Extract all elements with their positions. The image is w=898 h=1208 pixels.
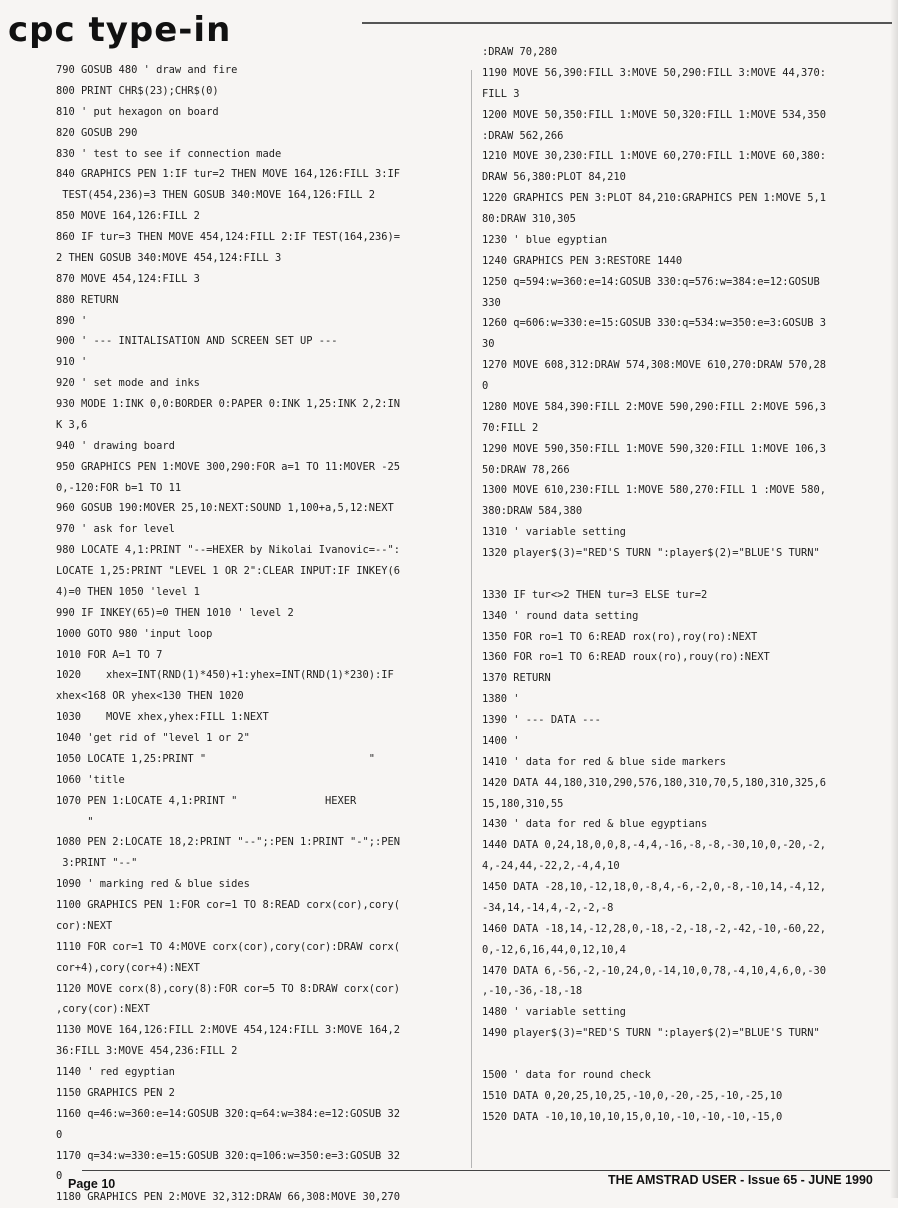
- code-line: 1100 GRAPHICS PEN 1:FOR cor=1 TO 8:READ corx(cor),cory(: [56, 899, 401, 911]
- code-line: 0: [482, 380, 489, 392]
- code-line: 860 IF tur=3 THEN MOVE 454,124:FILL 2:IF TEST(164,236)=: [56, 231, 401, 243]
- code-line: 1480 ' variable setting: [482, 1006, 626, 1019]
- code-line: 890 ': [56, 314, 88, 327]
- page-number: Page 10: [68, 1177, 116, 1191]
- code-line: 70:FILL 2: [482, 421, 539, 434]
- code-line: 2 THEN GOSUB 340:MOVE 454,124:FILL 3: [56, 251, 282, 264]
- code-line: 1250 q=594:w=360:e=14:GOSUB 330:q=576:w=384:e=12:GOSUB: [482, 275, 820, 288]
- code-line: 1090 ' marking red & blue sides: [56, 878, 250, 891]
- code-line: DRAW 56,380:PLOT 84,210: [482, 171, 626, 184]
- code-line: 1500 ' data for round check: [482, 1068, 651, 1081]
- code-line: 1240 GRAPHICS PEN 3:RESTORE 1440: [482, 254, 683, 267]
- code-line: 1330 IF tur<>2 THEN tur=3 ELSE tur=2: [482, 588, 708, 601]
- code-line: 1180 GRAPHICS PEN 2:MOVE 32,312:DRAW 66,308:MOVE 30,270: [56, 1191, 401, 1204]
- code-line: 1430 ' data for red & blue egyptians: [482, 818, 708, 831]
- code-line: 1340 ' round data setting: [482, 609, 639, 622]
- code-line: ,-10,-36,-18,-18: [482, 985, 583, 998]
- code-line: 1030 MOVE xhex,yhex:FILL 1:NEXT: [56, 711, 269, 724]
- code-line: 1420 DATA 44,180,310,290,576,180,310,70,5,180,310,325,6: [482, 776, 827, 789]
- code-line: 1440 DATA 0,24,18,0,0,8,-4,4,-16,-8,-8,-30,10,0,-20,-2,: [482, 839, 827, 852]
- footer-rule: [82, 1170, 890, 1171]
- header-rule: [362, 22, 892, 24]
- code-line: cor+4),cory(cor+4):NEXT: [56, 961, 200, 974]
- code-line: 1510 DATA 0,20,25,10,25,-10,0,-20,-25,-10,-25,10: [482, 1089, 783, 1102]
- code-line: 1450 DATA -28,10,-12,18,0,-8,4,-6,-2,0,-8,-10,14,-4,12,: [482, 881, 827, 893]
- code-line: 1080 PEN 2:LOCATE 18,2:PRINT "--";:PEN 1:PRINT "-";:PEN: [56, 836, 401, 849]
- code-line: 1210 MOVE 30,230:FILL 1:MOVE 60,270:FILL 1:MOVE 60,380:: [482, 150, 827, 163]
- code-line: 1130 MOVE 164,126:FILL 2:MOVE 454,124:FILL 3:MOVE 164,2: [56, 1024, 401, 1037]
- code-line: 1410 ' data for red & blue side markers: [482, 755, 726, 768]
- code-line: 1350 FOR ro=1 TO 6:READ rox(ro),roy(ro):NEXT: [482, 630, 758, 643]
- code-line: 1190 MOVE 56,390:FILL 3:MOVE 50,290:FILL 3:MOVE 44,370:: [482, 66, 827, 79]
- code-line: 1460 DATA -18,14,-12,28,0,-18,-2,-18,-2,-42,-10,-60,22,: [482, 922, 827, 935]
- issue-credit: THE AMSTRAD USER - Issue 65 - JUNE 1990: [608, 1173, 873, 1187]
- code-line: [482, 1044, 888, 1065]
- code-line: 820 GOSUB 290: [56, 126, 138, 139]
- code-line: 1010 FOR A=1 TO 7: [56, 648, 163, 661]
- code-line: 1040 'get rid of "level 1 or 2": [56, 732, 250, 744]
- code-line: 1110 FOR cor=1 TO 4:MOVE corx(cor),cory(cor):DRAW corx(: [56, 940, 401, 953]
- code-line: 1370 RETURN: [482, 672, 551, 685]
- code-line: 0,-12,6,16,44,0,12,10,4: [482, 943, 626, 956]
- code-line: 1300 MOVE 610,230:FILL 1:MOVE 580,270:FILL 1 :MOVE 580,: [482, 484, 827, 497]
- code-line: 1270 MOVE 608,312:DRAW 574,308:MOVE 610,270:DRAW 570,28: [482, 359, 827, 372]
- code-line: 1160 q=46:w=360:e=14:GOSUB 320:q=64:w=384:e=12:GOSUB 32: [56, 1107, 401, 1120]
- code-line: xhex<168 OR yhex<130 THEN 1020: [56, 690, 244, 703]
- code-line: 1260 q=606:w=330:e=15:GOSUB 330:q=534:w=350:e=3:GOSUB 3: [482, 317, 827, 330]
- code-line: 840 GRAPHICS PEN 1:IF tur=2 THEN MOVE 164,126:FILL 3:IF: [56, 168, 401, 181]
- code-line: 990 IF INKEY(65)=0 THEN 1010 ' level 2: [56, 606, 294, 619]
- code-line: 920 ' set mode and inks: [56, 377, 200, 390]
- code-line: 930 MODE 1:INK 0,0:BORDER 0:PAPER 0:INK 1,25:INK 2,2:IN: [56, 398, 401, 410]
- code-line: 1470 DATA 6,-56,-2,-10,24,0,-14,10,0,78,-4,10,4,6,0,-30: [482, 964, 827, 977]
- code-line: 4,-24,44,-22,2,-4,4,10: [482, 860, 620, 873]
- code-line: 1320 player$(3)="RED'S TURN ":player$(2)="BLUE'S TURN": [482, 547, 820, 559]
- code-line: 1120 MOVE corx(8),cory(8):FOR cor=5 TO 8:DRAW corx(cor): [56, 982, 401, 995]
- code-line: 900 ' --- INITALISATION AND SCREEN SET UP ---: [56, 335, 338, 348]
- code-line: [482, 564, 888, 585]
- code-line: :DRAW 562,266: [482, 129, 564, 142]
- code-line: 1020 xhex=INT(RND(1)*450)+1:yhex=INT(RND(1)*230):IF: [56, 669, 394, 682]
- code-line: 1050 LOCATE 1,25:PRINT " ": [56, 752, 376, 765]
- listing-right-column: [482, 42, 888, 1128]
- code-line: LOCATE 1,25:PRINT "LEVEL 1 OR 2":CLEAR INPUT:IF INKEY(6: [56, 565, 401, 577]
- code-line: 36:FILL 3:MOVE 454,236:FILL 2: [56, 1045, 238, 1058]
- code-line: 1150 GRAPHICS PEN 2: [56, 1086, 175, 1099]
- code-line: 790 GOSUB 480 ' draw and fire: [56, 64, 238, 76]
- code-line: 1400 ': [482, 734, 520, 747]
- code-line: 330: [482, 296, 501, 309]
- code-line: -34,14,-14,4,-2,-2,-8: [482, 901, 614, 914]
- listing-left-column: [56, 60, 464, 1208]
- code-line: 910 ': [56, 356, 88, 369]
- code-line: 810 ' put hexagon on board: [56, 105, 219, 118]
- code-line: 1000 GOTO 980 'input loop: [56, 627, 213, 640]
- code-line: 1280 MOVE 584,390:FILL 2:MOVE 590,290:FILL 2:MOVE 596,3: [482, 400, 827, 413]
- code-line: FILL 3: [482, 87, 520, 100]
- code-line: 380:DRAW 584,380: [482, 505, 583, 518]
- code-line: :DRAW 70,280: [482, 46, 558, 58]
- code-line: 0: [56, 1128, 63, 1141]
- code-line: 1060 'title: [56, 773, 125, 786]
- code-line: 1520 DATA -10,10,10,10,15,0,10,-10,-10,-10,-15,0: [482, 1110, 783, 1123]
- code-line: 15,180,310,55: [482, 797, 564, 810]
- code-line: 1200 MOVE 50,350:FILL 1:MOVE 50,320:FILL 1:MOVE 534,350: [482, 108, 827, 121]
- code-line: 870 MOVE 454,124:FILL 3: [56, 272, 200, 285]
- page-edge-shadow: [890, 0, 898, 1198]
- code-line: 1140 ' red egyptian: [56, 1066, 175, 1078]
- code-line: 1490 player$(3)="RED'S TURN ":player$(2)="BLUE'S TURN": [482, 1027, 820, 1040]
- code-line: 880 RETURN: [56, 293, 119, 306]
- code-line: 0,-120:FOR b=1 TO 11: [56, 481, 182, 494]
- code-line: 1070 PEN 1:LOCATE 4,1:PRINT " HEXER: [56, 794, 357, 807]
- code-line: 1170 q=34:w=330:e=15:GOSUB 320:q=106:w=350:e=3:GOSUB 32: [56, 1149, 401, 1162]
- code-line: 1220 GRAPHICS PEN 3:PLOT 84,210:GRAPHICS PEN 1:MOVE 5,1: [482, 192, 827, 205]
- code-line: 30: [482, 338, 495, 351]
- code-line: 850 MOVE 164,126:FILL 2: [56, 210, 200, 223]
- code-line: 50:DRAW 78,266: [482, 463, 570, 476]
- code-line: 800 PRINT CHR$(23);CHR$(0): [56, 84, 219, 97]
- column-divider: [471, 70, 472, 1168]
- code-line: 1290 MOVE 590,350:FILL 1:MOVE 590,320:FILL 1:MOVE 106,3: [482, 442, 827, 455]
- page-header-title: cpc type-in: [8, 10, 232, 50]
- code-line: 970 ' ask for level: [56, 523, 175, 536]
- code-line: 1230 ' blue egyptian: [482, 233, 608, 246]
- code-line: 1360 FOR ro=1 TO 6:READ roux(ro),rouy(ro):NEXT: [482, 651, 770, 664]
- code-line: 950 GRAPHICS PEN 1:MOVE 300,290:FOR a=1 TO 11:MOVER -25: [56, 460, 401, 473]
- code-line: K 3,6: [56, 418, 88, 431]
- code-line: cor):NEXT: [56, 919, 113, 932]
- code-line: ": [56, 815, 94, 828]
- code-line: TEST(454,236)=3 THEN GOSUB 340:MOVE 164,126:FILL 2: [56, 189, 376, 202]
- code-line: 1380 ': [482, 693, 520, 706]
- code-line: ,cory(cor):NEXT: [56, 1003, 150, 1016]
- code-line: 980 LOCATE 4,1:PRINT "--=HEXER by Nikolai Ivanovic=--":: [56, 544, 401, 557]
- code-line: 80:DRAW 310,305: [482, 213, 576, 225]
- code-line: 830 ' test to see if connection made: [56, 147, 282, 160]
- code-line: 3:PRINT "--": [56, 857, 138, 870]
- code-line: 4)=0 THEN 1050 'level 1: [56, 585, 200, 598]
- code-line: 940 ' drawing board: [56, 439, 175, 452]
- code-line: 1390 ' --- DATA ---: [482, 714, 601, 726]
- code-line: 0: [56, 1170, 63, 1183]
- code-line: 1310 ' variable setting: [482, 526, 626, 539]
- code-line: 960 GOSUB 190:MOVER 25,10:NEXT:SOUND 1,100+a,5,12:NEXT: [56, 502, 394, 515]
